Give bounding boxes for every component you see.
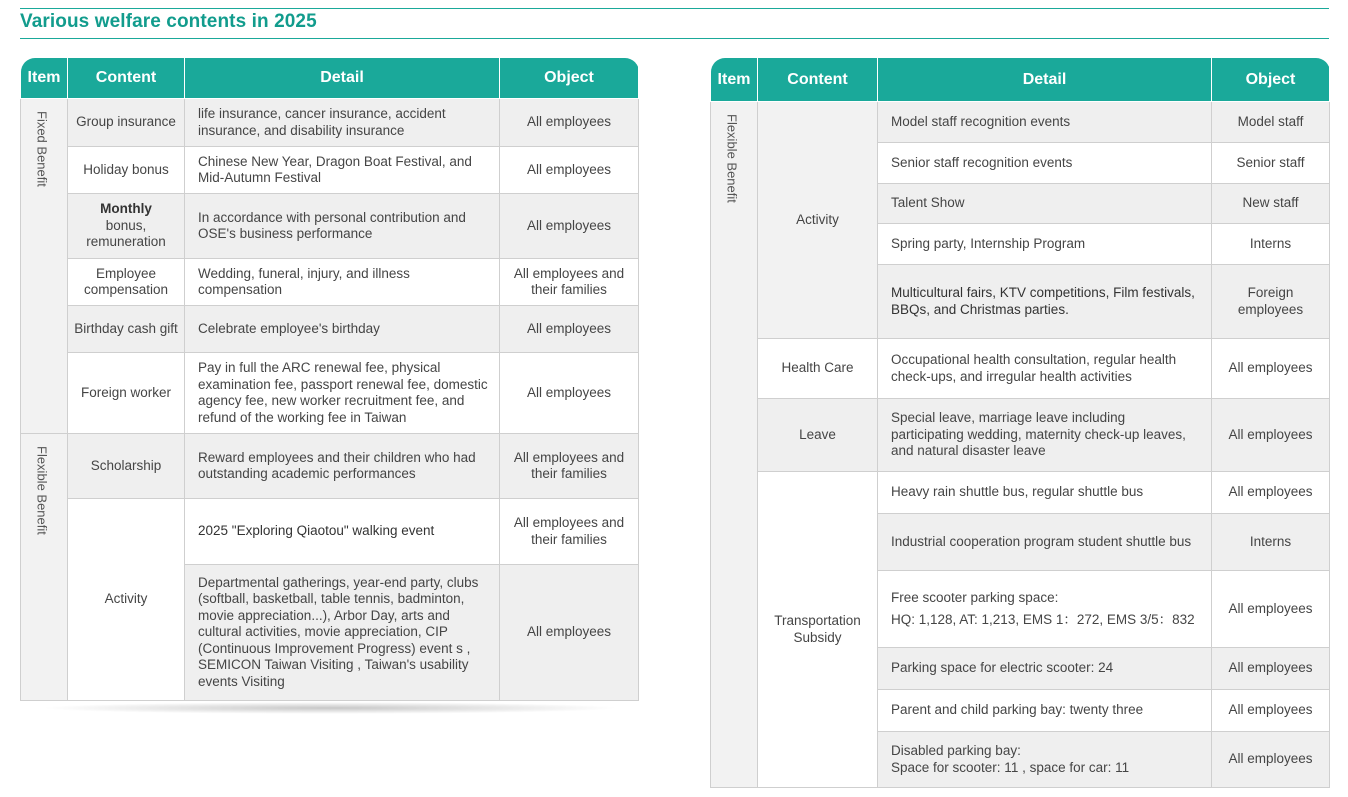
page-title: Various welfare contents in 2025: [20, 11, 317, 32]
object-cell: All employees: [1212, 571, 1330, 648]
fixed-benefit-label: Fixed Benefit: [34, 111, 50, 187]
content-cell: Birthday cash gift: [68, 306, 185, 353]
content-cell: Scholarship: [68, 434, 185, 499]
detail-cell: Wedding, funeral, injury, and illness compensation: [185, 259, 500, 306]
header-content: Content: [68, 58, 185, 99]
detail-cell: Spring party, Internship Program: [878, 224, 1212, 265]
detail-line: Disabled parking bay:: [891, 743, 1021, 758]
content-cell: Holiday bonus: [68, 147, 185, 194]
table-row: [21, 147, 639, 194]
object-cell: Interns: [1212, 224, 1330, 265]
header-object: Object: [1212, 58, 1330, 102]
header-item: Item: [21, 58, 68, 99]
content-cell: Activity: [68, 499, 185, 701]
content-text: bonus, remuneration: [86, 217, 166, 250]
content-bold-text: Monthly: [100, 201, 152, 217]
object-cell: All employees: [500, 353, 639, 434]
object-cell: New staff: [1212, 184, 1330, 224]
content-cell: Employee compensation: [68, 259, 185, 306]
table-shadow: [40, 702, 620, 714]
object-cell: All employees and their families: [500, 434, 639, 499]
detail-cell: Industrial cooperation program student shuttle bus: [878, 514, 1212, 571]
header-detail: Detail: [878, 58, 1212, 102]
table-row: [711, 102, 1330, 143]
detail-cell: Departmental gatherings, year-end party, clubs (softball, basketball, table tennis, badminton, movie appreciation...), Arbor Day, arts and cultural activities, movie appreciation, CIP (Continuous Improvement Progress) event s , SEMICON Taiwan Visiting , Taiwan's usability events Visiting: [185, 565, 500, 701]
table-row: [21, 99, 639, 147]
detail-cell: Reward employees and their children who had outstanding academic performances: [185, 434, 500, 499]
item-flexible-benefit: [711, 102, 758, 788]
detail-cell: Multicultural fairs, KTV competitions, Film festivals, BBQs, and Christmas parties.: [878, 265, 1212, 339]
object-cell: All employees: [1212, 690, 1330, 732]
detail-cell: Senior staff recognition events: [878, 143, 1212, 184]
detail-line: Free scooter parking space:: [891, 590, 1059, 605]
content-activity: Activity: [758, 102, 878, 339]
detail-cell: Celebrate employee's birthday: [185, 306, 500, 353]
item-fixed-benefit: [21, 99, 68, 434]
flexible-benefit-table: [710, 57, 1329, 788]
header-detail: Detail: [185, 58, 500, 99]
object-cell: All employees: [500, 147, 639, 194]
object-cell: Interns: [1212, 514, 1330, 571]
object-cell: All employees: [1212, 648, 1330, 690]
object-cell: All employees: [500, 306, 639, 353]
content-health-care: Health Care: [758, 339, 878, 399]
table-header-row: [711, 58, 1330, 102]
flexible-benefit-label: Flexible Benefit: [34, 446, 50, 535]
detail-cell: Parent and child parking bay: twenty three: [878, 690, 1212, 732]
object-cell: All employees: [500, 194, 639, 259]
detail-cell: Chinese New Year, Dragon Boat Festival, and Mid-Autumn Festival: [185, 147, 500, 194]
object-cell: All employees and their families: [500, 499, 639, 565]
content-transportation-subsidy: Transportation Subsidy: [758, 472, 878, 788]
detail-cell: In accordance with personal contribution and OSE's business performance: [185, 194, 500, 259]
table-row: [711, 399, 1330, 472]
content-leave: Leave: [758, 399, 878, 472]
detail-cell: Heavy rain shuttle bus, regular shuttle bus: [878, 472, 1212, 514]
object-cell: Foreign employees: [1212, 265, 1330, 339]
header-object: Object: [500, 58, 639, 99]
header-item: Item: [711, 58, 758, 102]
object-cell: All employees: [500, 565, 639, 701]
table-row: [21, 353, 639, 434]
table-row: [21, 306, 639, 353]
table-row: [711, 339, 1330, 399]
detail-cell: Special leave, marriage leave including participating wedding, maternity check-up leaves, and natural disaster leave: [878, 399, 1212, 472]
object-cell: All employees: [1212, 732, 1330, 788]
detail-cell: 2025 "Exploring Qiaotou" walking event: [185, 499, 500, 565]
object-cell: All employees: [1212, 472, 1330, 514]
table-row: [711, 472, 1330, 514]
object-cell: All employees: [1212, 339, 1330, 399]
table-header-row: [21, 58, 639, 99]
object-cell: All employees and their families: [500, 259, 639, 306]
detail-cell: [878, 571, 1212, 648]
content-cell: Group insurance: [68, 99, 185, 147]
object-cell: Senior staff: [1212, 143, 1330, 184]
fixed-flexible-benefit-table: [20, 57, 638, 701]
object-cell: Model staff: [1212, 102, 1330, 143]
detail-cell: Occupational health consultation, regular health check-ups, and irregular health activities: [878, 339, 1212, 399]
detail-cell: [878, 732, 1212, 788]
object-cell: All employees: [1212, 399, 1330, 472]
detail-cell: Model staff recognition events: [878, 102, 1212, 143]
detail-cell: life insurance, cancer insurance, accident insurance, and disability insurance: [185, 99, 500, 147]
detail-cell: Pay in full the ARC renewal fee, physical examination fee, passport renewal fee, domestic agency fee, new worker recruitment fee, and refund of the working fee in Taiwan: [185, 353, 500, 434]
content-cell: Foreign worker: [68, 353, 185, 434]
table-row: [21, 194, 639, 259]
table-row: [21, 499, 639, 565]
detail-cell: Parking space for electric scooter: 24: [878, 648, 1212, 690]
flexible-benefit-label: Flexible Benefit: [724, 114, 740, 203]
header-content: Content: [758, 58, 878, 102]
detail-line: Space for scooter: 11 , space for car: 11: [891, 759, 1130, 775]
object-cell: All employees: [500, 99, 639, 147]
detail-line: HQ: 1,128, AT: 1,213, EMS 1：272, EMS 3/5：832: [891, 611, 1195, 627]
content-cell: [68, 194, 185, 259]
table-row: [21, 434, 639, 499]
table-row: [21, 259, 639, 306]
detail-cell: Talent Show: [878, 184, 1212, 224]
item-flexible-benefit: [21, 434, 68, 701]
